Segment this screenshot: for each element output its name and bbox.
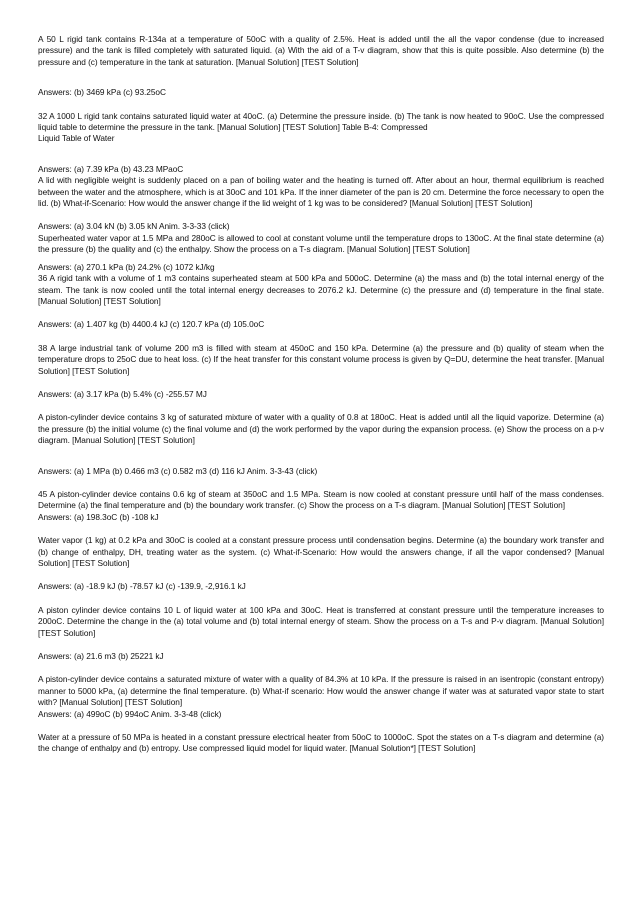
answer-36: Answers: (a) 1.407 kg (b) 4400.4 kJ (c) 120.7 kPa (d) 105.0oC <box>38 319 265 330</box>
problem-38-industrial-tank: 38 A large industrial tank of volume 200 m3 is filled with steam at 450oC and 150 kPa. Determine (a) the pressure and (b) quality of steam when the temperature drops to 25oC due to heat loss. (c) If the heat transfer for this constant volume process is given by Q=DU, determine the heat transfer. [Manual Solution] [TEST Solution] <box>38 342 604 376</box>
problem-45-and-answer: 45 A piston-cylinder device contains 0.6 kg of steam at 350oC and 1.5 MPa. Steam is now cooled at constant pressure until half of the mass condenses. Determine (a) the final temperature and (b) the boundary work transfer. (c) Show the process on a T-s diagram. [Manual Solution] [TEST Solution] Answers: (a) 198.3oC (b) -108 kJ <box>38 488 604 522</box>
problem-liquid-water-heating: A piston cylinder device contains 10 L of liquid water at 100 kPa and 30oC. Heat is transferred at constant pressure until the temperature increases to 200oC. Determine the change in the (a) total volume and (b) total internal energy of steam. Show the process on a T-s and P-v diagram. [Manual Solution] [TEST Solution] <box>38 604 604 638</box>
answer-superheated-and-problem-36: Answers: (a) 270.1 kPa (b) 24.2% (c) 1072 kJ/kg 36 A rigid tank with a volume of 1 m3 contains superheated steam at 500 kPa and 500oC. Determine (a) the mass and (b) the total internal energy of the steam. The tank is now cooled until the total internal energy decreases to 2076.2 kJ. Determine (c) the pressure and (d) temperature in the final state. [Manual Solution] [TEST Solution] <box>38 261 604 306</box>
problem-piston-saturated-mixture: A piston-cylinder device contains 3 kg of saturated mixture of water with a quality of 0.8 at 180oC. Heat is added until all the liquid vaporize. Determine (a) the pressure (b) the initial volume (c) the final volume and (d) the work performed by the vapor during the expansion process. (e) Show the process on a p-v diagram. [Manual Solution] [TEST Solution] <box>38 412 604 446</box>
problem-r134a-tank: A 50 L rigid tank contains R-134a at a temperature of 50oC with a quality of 2.5%. Heat is added until the all the vapor condense (due to increased pressure) and the tank is filled completely with saturated liquid. (a) With the aid of a T-v diagram, show that this is quite possible. Also determine (b) the pressure and (c) temperature in the tank at saturation. [Manual Solution] [TEST Solution] <box>38 34 604 67</box>
answer-liquid-water-heating: Answers: (a) 21.6 m3 (b) 25221 kJ <box>38 651 164 662</box>
problem-32-rigid-tank: 32 A 1000 L rigid tank contains saturated liquid water at 40oC. (a) Determine the pressure inside. (b) The tank is now heated to 90oC. Use the compressed liquid table to determine the pressure in the tank. [Manual Solution] [TEST Solution] Table B-4: Compressed Liquid Table of Water <box>38 110 604 144</box>
problem-electrical-heater: Water at a pressure of 50 MPa is heated in a constant pressure electrical heater from 50oC to 1000oC. Spot the states on a T-s diagram and determine (a) the change of enthalpy and (b) entropy. Use compressed liquid model for liquid water. [Manual Solution*] [TEST Solution] <box>38 732 604 754</box>
problem-water-vapor-cooling: Water vapor (1 kg) at 0.2 kPa and 30oC is cooled at a constant pressure process until condensation begins. Determine (a) the boundary work transfer and (b) change of enthalpy, DH, treating water as the system. (c) What-if-Scenario: How would the answers change, if all the vapor condensed? [Manual Solution] [TEST Solution] <box>38 535 604 568</box>
answer-water-vapor-cooling: Answers: (a) -18.9 kJ (b) -78.57 kJ (c) -139.9, -2,916.1 kJ <box>38 581 246 592</box>
answer-32-and-lid-problem: Answers: (a) 7.39 kPa (b) 43.23 MPaoC A lid with negligible weight is suddenly placed on a pan of boiling water and the heating is turned off. After about an hour, thermal equilibrium is reached between the water and the atmosphere, which is at 30oC and 101 kPa. If the inner diameter of the pan is 20 cm. Determine the force necessary to open the lid. (b) What-if-Scenario: How would the answer change if the lid weight of 1 kg was to be considered? [Manual Solution] [TEST Solution] <box>38 163 604 209</box>
answer-lid-and-superheated-problem: Answers: (a) 3.04 kN (b) 3.05 kN Anim. 3-3-33 (click) Superheated water vapor at 1.5 MPa and 280oC is allowed to cool at constant volume until the temperature drops to 130oC. At the final state determine (a) the pressure (b) the quality and (c) the enthalpy. Show the process on a T-s diagram. [Manual Solution] [TEST Solution] <box>38 221 604 255</box>
answer-38: Answers: (a) 3.17 kPa (b) 5.4% (c) -255.57 MJ <box>38 388 207 399</box>
answer-piston-saturated-mixture: Answers: (a) 1 MPa (b) 0.466 m3 (c) 0.582 m3 (d) 116 kJ Anim. 3-3-43 (click) <box>38 465 318 476</box>
answer-r134a-tank: Answers: (b) 3469 kPa (c) 93.25oC <box>38 87 166 98</box>
document-page <box>38 34 604 755</box>
problem-isentropic-compression-and-answer: A piston-cylinder device contains a saturated mixture of water with a quality of 84.3% at 10 kPa. If the pressure is raised in an isentropic (constant entropy) manner to 5000 kPa, (a) determine the final temperature. (b) What-if scenario: How would the answer change if water was at saturated vapor state to start with? [Manual Solution] [TEST Solution] Answers: (a) 499oC (b) 994oC Anim. 3-3-48 (click) <box>38 674 604 719</box>
